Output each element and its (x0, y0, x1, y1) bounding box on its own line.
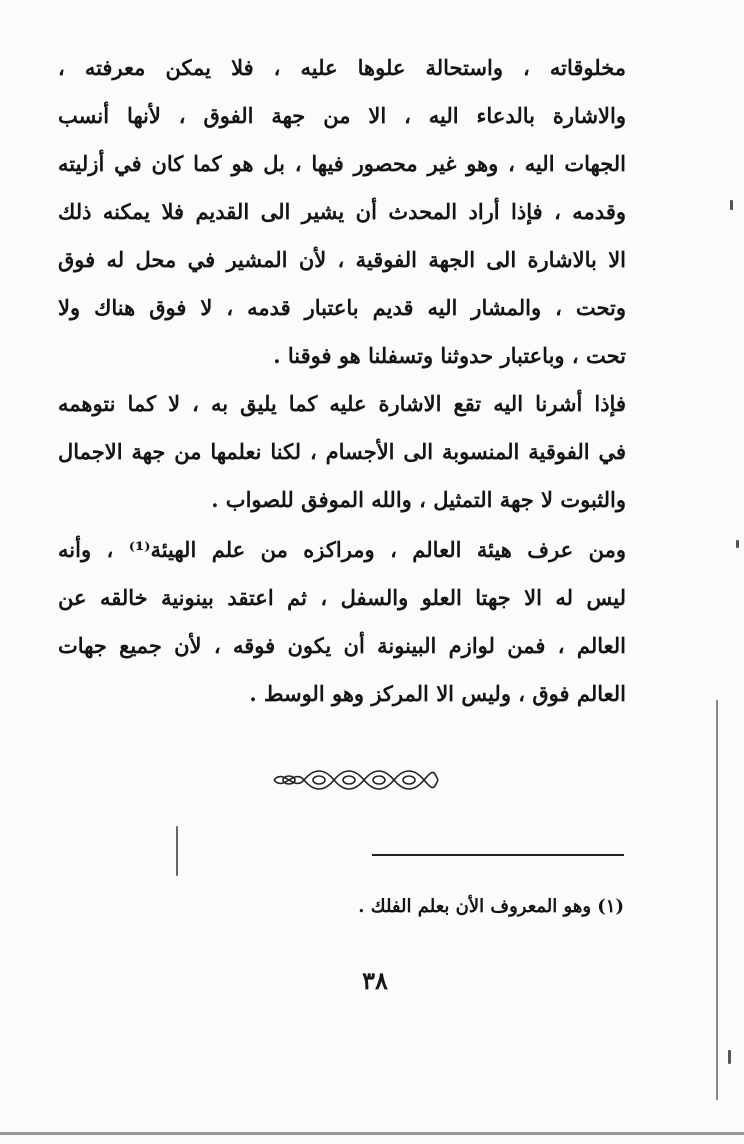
paragraph-1 (58, 44, 626, 380)
paragraph-3 (58, 526, 626, 718)
text-line: الا بالاشارة الى الجهة الفوقية ، لأن المشير في محل له فوق (58, 247, 626, 272)
text-line: تحت ، وباعتبار حدوثنا وتسفلنا هو فوقنا . (273, 343, 626, 368)
scan-speck (728, 1050, 731, 1064)
text-line: ومن عرف هيئة العالم ، ومراكزه من علم الهيئة⁽¹⁾ ، وأنه (58, 537, 626, 562)
text-line: في الفوقية المنسوبة الى الأجسام ، لكنا نعلمها من جهة الاجمال (58, 439, 626, 464)
scan-edge-bottom (0, 1132, 744, 1135)
scan-speck (176, 826, 178, 876)
text-line: العالم فوق ، وليس الا المركز وهو الوسط . (249, 681, 626, 706)
text-line: والاشارة بالدعاء اليه ، الا من جهة الفوق ، لأنها أنسب (58, 103, 626, 128)
text-line: الجهات اليه ، وهو غير محصور فيها ، بل هو كما كان في أزليته (58, 151, 626, 176)
text-line: ليس له الا جهتا العلو والسفل ، ثم اعتقد بينونية خالقه عن (58, 585, 626, 610)
text-line: مخلوقاته ، واستحالة علوها عليه ، فلا يمكن معرفته ، (58, 55, 626, 80)
scan-speck (736, 540, 739, 548)
text-line: والثبوت لا جهة التمثيل ، والله الموفق للصواب . (211, 487, 626, 512)
footnote-separator-rule (372, 854, 624, 856)
decorative-divider-ornament (270, 766, 442, 794)
footnote: (١) وهو المعروف الأن بعلم الفلك . (358, 896, 624, 917)
scan-speck (730, 200, 733, 210)
text-line: العالم ، فمن لوازم البينونة أن يكون فوقه ، لأن جميع جهات (58, 633, 626, 658)
text-line: فإذا أشرنا اليه تقع الاشارة عليه كما يليق به ، لا كما نتوهمه (58, 391, 626, 416)
text-line: وتحت ، والمشار اليه قديم باعتبار قدمه ، لا فوق هناك ولا (58, 295, 626, 320)
text-line: وقدمه ، فإذا أراد المحدث أن يشير الى القديم فلا يمكنه ذلك (58, 199, 626, 224)
scan-edge-right (716, 700, 718, 1100)
page-number: ٣٨ (362, 966, 388, 995)
paragraph-2 (58, 380, 626, 524)
